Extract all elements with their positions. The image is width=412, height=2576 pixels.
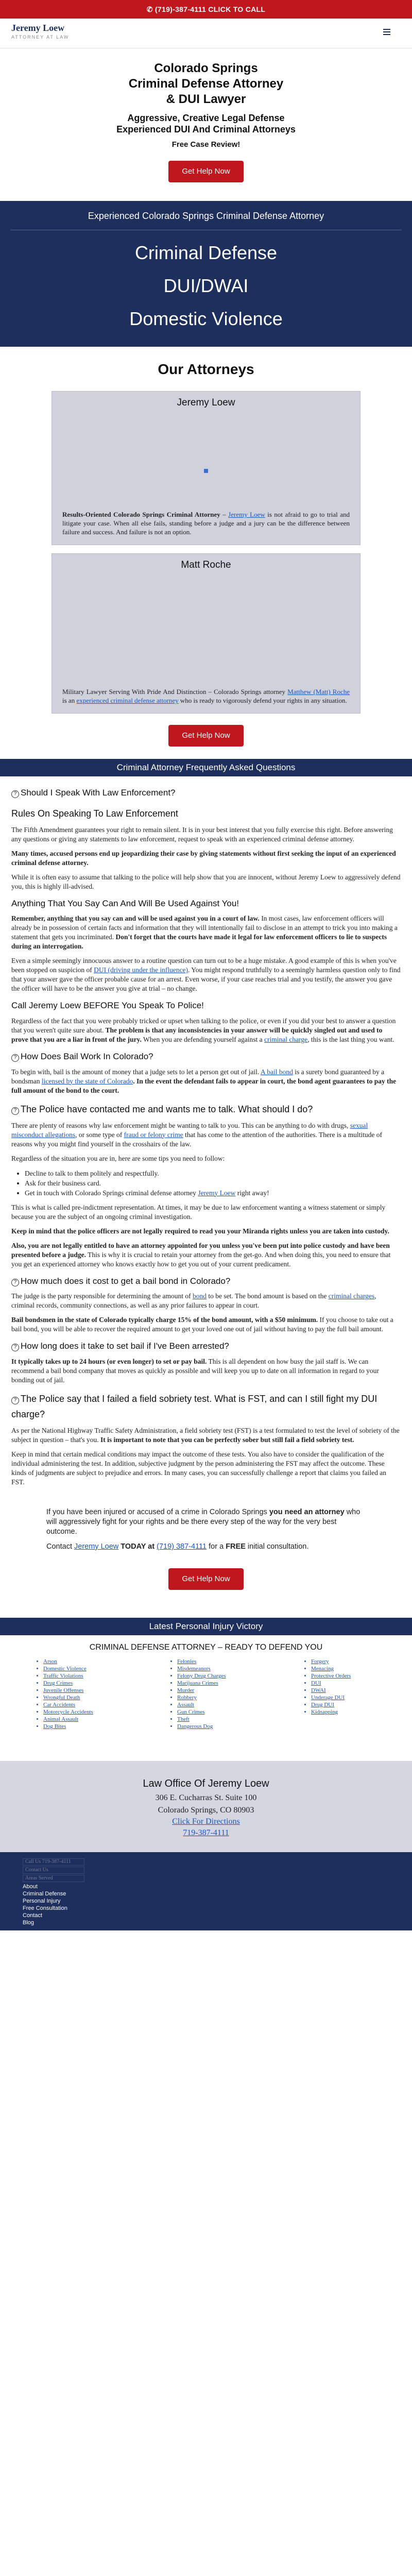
question-icon: ? bbox=[11, 1107, 19, 1115]
practice-link[interactable]: Dangerous Dog bbox=[177, 1723, 213, 1730]
practice-list-item[interactable] bbox=[43, 1665, 165, 1672]
faq-question-text: How Does Bail Work In Colorado? bbox=[21, 1051, 153, 1061]
practice-title: Experienced Colorado Springs Criminal Defense Attorney bbox=[10, 209, 402, 230]
practice-link[interactable]: Animal Assault bbox=[43, 1716, 79, 1722]
fraud-felony-link[interactable]: fraud or felony crime bbox=[124, 1130, 183, 1139]
office-city: Colorado Springs, CO 80903 bbox=[158, 1805, 254, 1815]
text: Regardless of the fact that you were probably tricked or upset when talking to the police, or even if you did your best to answer a question that you weren't quite sure about. bbox=[11, 1016, 396, 1034]
practice-list-item[interactable] bbox=[43, 1658, 165, 1665]
practice-list-item[interactable] bbox=[311, 1672, 351, 1680]
attorney-name: Jeremy Loew bbox=[177, 397, 235, 409]
faq-question-text: How much does it cost to get a bail bond in Colorado? bbox=[21, 1276, 231, 1286]
practice-link[interactable]: Felonies bbox=[177, 1658, 197, 1665]
practice-link[interactable]: Juvenile Offenses bbox=[43, 1687, 84, 1693]
list-item: • Ask for their business card. bbox=[25, 1178, 401, 1188]
cta-paragraph bbox=[46, 1542, 366, 1552]
list-item bbox=[25, 1188, 401, 1198]
practice-list-item[interactable] bbox=[43, 1687, 165, 1694]
hero-subtitle bbox=[10, 112, 402, 135]
text: When you are defending yourself against a bbox=[141, 1035, 265, 1043]
hero-title bbox=[10, 61, 402, 107]
practice-link[interactable]: Domestic Violence bbox=[43, 1665, 87, 1672]
site-footer bbox=[0, 1852, 412, 1930]
bold-text: The problem is that any inconsistencies in your answer will be quickly singled out and used to prove that you are a liar in front of the jury. bbox=[11, 1026, 383, 1043]
practice-link[interactable]: Misdemeanors bbox=[177, 1665, 211, 1672]
paragraph bbox=[11, 1426, 401, 1445]
practice-list-col2 bbox=[170, 1658, 299, 1730]
paragraph bbox=[11, 956, 401, 993]
practice-list-item[interactable] bbox=[177, 1723, 299, 1730]
hero-subtitle-line1: Aggressive, Creative Legal Defense bbox=[127, 113, 285, 123]
practice-link[interactable]: Wrongful Death bbox=[43, 1694, 80, 1701]
paragraph: This is what is called pre-indictment representation. At times, it may be due to law enforcement wanting a witness statement or simply because you are the subject of an ongoing criminal investigation. bbox=[11, 1203, 386, 1221]
practice-lists-heading: CRIMINAL DEFENSE ATTORNEY – READY TO DEFEND YOU bbox=[89, 1642, 323, 1652]
bio-text: is an bbox=[62, 697, 77, 705]
practice-link[interactable]: Felony Drug Charges bbox=[177, 1672, 226, 1679]
text: The judge is the party responsible for determining the amount of bbox=[11, 1292, 193, 1300]
text: If you have been injured or accused of a crime in Colorado Springs bbox=[46, 1507, 269, 1516]
paragraph: The Fifth Amendment guarantees your right to remain silent. It is in your best interest that you fully exercise this right. Before answering any questions or giving any statements to law enforcement, request to speak with an experienced criminal defense attorney. bbox=[11, 825, 393, 843]
office-phone-link[interactable]: 719-387-4111 bbox=[183, 1828, 229, 1837]
practice-link[interactable]: Traffic Violations bbox=[43, 1672, 83, 1679]
sexual-misconduct-link[interactable]: sexual misconduct allegations bbox=[11, 1121, 368, 1139]
question-icon: ? bbox=[11, 790, 19, 798]
practice-list-item[interactable] bbox=[43, 1723, 165, 1730]
text: , criminal records, community connections, as well as any prior failures to appear in court. bbox=[11, 1292, 376, 1310]
question-icon: ? bbox=[11, 1344, 19, 1351]
practice-link[interactable]: Dog Bites bbox=[43, 1723, 66, 1730]
attorney-name: Matt Roche bbox=[181, 559, 231, 570]
bold-text: . In the event the defendant fails to appear in court, the bond agent guarantees to pay the full amount of the bond to the court. bbox=[11, 1077, 397, 1094]
practice-list-item[interactable] bbox=[311, 1701, 335, 1708]
practice-area-domestic-violence[interactable]: Domestic Violence bbox=[129, 308, 283, 329]
practice-list-item[interactable] bbox=[43, 1708, 165, 1716]
text: . You might respond truthfully to a seemingly harmless question only to find that your answer gave the officer probable cause for an arrest. Even worse, if your case reaches trial and you testify, the answer you gave the officer will have to be the answer you give at trial – no change. bbox=[11, 966, 401, 993]
attorneys-get-help-button[interactable]: Get Help Now bbox=[168, 725, 243, 747]
criminal-charges-link[interactable]: criminal charges bbox=[328, 1292, 375, 1300]
attorney-photo bbox=[62, 574, 350, 687]
practice-link[interactable]: Drug DUI bbox=[311, 1701, 334, 1708]
practice-list-item[interactable] bbox=[177, 1701, 299, 1708]
practice-link[interactable]: Murder bbox=[177, 1687, 194, 1693]
text: To begin with, bail is the amount of money that a judge sets to let a person get out of jail. bbox=[11, 1067, 261, 1076]
practice-link[interactable]: Gun Crimes bbox=[177, 1708, 205, 1715]
practice-link[interactable]: Robbery bbox=[177, 1694, 197, 1701]
text: This is all dependent on how busy the jail staff is. We can recommend a bail bond company that moves as quickly as possible and will keep you up to date on all information in regard to your bonding out of jail. bbox=[11, 1357, 379, 1384]
text: There are plenty of reasons why law enforcement might be wanting to talk to you. This can be anything to do with drugs, bbox=[11, 1121, 350, 1129]
practice-link[interactable]: DWAI bbox=[311, 1687, 326, 1693]
bold-text: Also, you are not legally entitled to have an attorney appointed for you unless you've been put into police custody and have been presented before a judge. bbox=[11, 1241, 390, 1259]
faq-content bbox=[0, 776, 412, 1500]
bold-text: Bail bondsmen in the state of Colorado typically charge 15% of the bond amount, with a $50 minimum. bbox=[11, 1316, 318, 1324]
image-placeholder-icon bbox=[204, 469, 208, 473]
practice-list-item[interactable] bbox=[177, 1694, 299, 1701]
directions-link[interactable]: Click For Directions bbox=[172, 1817, 240, 1826]
footer-link-criminal-defense[interactable]: Criminal Defense bbox=[23, 1890, 66, 1897]
practice-list-item[interactable] bbox=[311, 1708, 338, 1716]
practice-link[interactable]: Car Accidents bbox=[43, 1701, 76, 1708]
practice-list-item[interactable] bbox=[177, 1687, 299, 1694]
hero-section bbox=[0, 48, 412, 201]
site-header bbox=[0, 19, 412, 48]
attorney-photo bbox=[62, 412, 350, 510]
paragraph bbox=[11, 914, 401, 951]
question-icon: ? bbox=[11, 1279, 19, 1286]
jeremy-link[interactable]: Jeremy Loew bbox=[198, 1189, 236, 1197]
practice-link[interactable]: Motorcycle Accidents bbox=[43, 1708, 93, 1715]
criminal-charge-link[interactable]: criminal charge bbox=[264, 1035, 308, 1043]
paragraph: Regardless of the situation you are in, here are some tips you need to follow: bbox=[11, 1154, 225, 1162]
attorney-card-matt bbox=[52, 553, 360, 714]
practice-list-item[interactable] bbox=[311, 1658, 335, 1665]
bold-text: Keep in mind that the police officers are not legally required to read you your Miranda rights unless you are taken into custody. bbox=[11, 1227, 389, 1235]
faq-question-text: Should I Speak With Law Enforcement? bbox=[21, 788, 176, 798]
matt-link[interactable]: Matthew (Matt) Roche bbox=[287, 688, 350, 696]
practice-list-item[interactable] bbox=[43, 1701, 165, 1708]
bold-text: Don't forget that the courts have made it legal for law enforcement officers to lie to suspects during an interrogation. bbox=[11, 933, 387, 951]
paragraph: While it is often easy to assume that talking to the police will help show that you are innocent, without Jeremy Loew to aggressively defend you, this is highly ill-advised. bbox=[11, 873, 401, 890]
text: As per the National Highway Traffic Safety Administration, a field sobriety test (FST) is a test formulated to test the level of sobriety of the subject in question – that's you. bbox=[11, 1426, 400, 1444]
bio-text: who is ready to vigorously defend your rights in any situation. bbox=[178, 697, 347, 705]
practice-link[interactable]: Theft bbox=[177, 1716, 190, 1722]
practice-link[interactable]: Arson bbox=[43, 1658, 57, 1665]
footer-nav bbox=[23, 1883, 389, 1926]
attorneys-heading: Our Attorneys bbox=[158, 361, 254, 377]
practice-area-dui-dwai[interactable]: DUI/DWAI bbox=[163, 275, 249, 296]
practice-list-item[interactable] bbox=[177, 1716, 299, 1723]
contact-cta-section bbox=[0, 1500, 412, 1602]
practice-list-item[interactable] bbox=[311, 1680, 335, 1687]
practice-link[interactable]: Forgery bbox=[311, 1658, 329, 1665]
practice-list-col1 bbox=[36, 1658, 165, 1730]
section-heading: Rules On Speaking To Law Enforcement bbox=[11, 808, 178, 819]
text: for a bbox=[207, 1542, 226, 1551]
practice-area-criminal-defense[interactable]: Criminal Defense bbox=[134, 242, 278, 263]
jeremy-link[interactable]: Jeremy Loew bbox=[74, 1542, 119, 1551]
faq-question-text: The Police say that I failed a field sobriety test. What is FST, and can I still fight my DUI charge? bbox=[11, 1393, 377, 1419]
bold-text: It typically takes up to 24 hours (or even longer) to set or pay bail. bbox=[11, 1357, 207, 1365]
phone-link[interactable]: (719) 387-4111 bbox=[157, 1542, 207, 1551]
footer-contact-button[interactable]: Contact Us bbox=[23, 1867, 84, 1874]
faq-question bbox=[11, 1340, 401, 1353]
paragraph bbox=[11, 1357, 401, 1385]
office-info bbox=[0, 1761, 412, 1852]
text: to be set. The bond amount is based on the bbox=[207, 1292, 329, 1300]
practice-list-item[interactable] bbox=[177, 1665, 299, 1672]
cta-paragraph bbox=[46, 1507, 366, 1537]
text: In most cases, law enforcement officers will already be in possession of certain facts and information that they will intentionally fail to disclose in an attempt to trick you into making a statement that gets you incriminated. bbox=[11, 914, 398, 941]
practice-list-item[interactable] bbox=[43, 1672, 165, 1680]
bail-bond-link[interactable]: A bail bond bbox=[260, 1067, 293, 1076]
text: Even a simple seemingly innocuous answer to a routine question can turn out to be a huge mistake. A good example of this is when you've been stopped on suspicion of bbox=[11, 957, 397, 974]
section-heading: Call Jeremy Loew BEFORE You Speak To Police! bbox=[11, 1001, 204, 1011]
hero-title-line3: & DUI Lawyer bbox=[166, 92, 246, 106]
footer-link-free-consultation[interactable]: Free Consultation bbox=[23, 1905, 67, 1911]
practice-list-item[interactable] bbox=[43, 1680, 165, 1687]
practice-link[interactable]: Protective Orders bbox=[311, 1672, 351, 1679]
text: , this is the last thing you want. bbox=[307, 1035, 394, 1043]
attorneys-section bbox=[0, 347, 412, 756]
practice-link[interactable]: Marijuana Crimes bbox=[177, 1680, 218, 1686]
practice-lists-section bbox=[0, 1635, 412, 1740]
bio-dash: – bbox=[220, 510, 229, 518]
faq-question bbox=[11, 1391, 401, 1422]
attorney-bio bbox=[62, 687, 350, 705]
paragraph bbox=[11, 1315, 401, 1334]
footer-link-personal-injury[interactable]: Personal Injury bbox=[23, 1897, 61, 1904]
paragraph bbox=[11, 1227, 401, 1236]
attorney-card-jeremy bbox=[52, 391, 360, 545]
faq-question bbox=[11, 1101, 401, 1117]
site-logo[interactable] bbox=[11, 23, 89, 44]
paragraph bbox=[11, 849, 401, 868]
bio-lead: Results-Oriented Colorado Springs Criminal Attorney bbox=[62, 510, 220, 518]
bold-text: Remember, anything that you say can and will be used against you in a court of law. bbox=[11, 914, 260, 923]
text: Contact bbox=[46, 1542, 74, 1551]
personal-injury-bar: Latest Personal Injury Victory bbox=[0, 1618, 412, 1635]
paragraph bbox=[11, 1241, 401, 1269]
logo-name: Jeremy Loew bbox=[11, 23, 65, 33]
practice-columns bbox=[5, 1658, 407, 1730]
paragraph bbox=[11, 1067, 401, 1095]
licensed-link[interactable]: licensed by the state of Colorado bbox=[41, 1077, 133, 1085]
click-to-call-text[interactable]: ✆ (719)-387-4111 CLICK TO CALL bbox=[146, 5, 266, 13]
text: right away! bbox=[235, 1189, 269, 1197]
text: , or some type of bbox=[75, 1130, 124, 1139]
footer-link-about[interactable]: About bbox=[23, 1883, 38, 1890]
footer-link-blog[interactable]: Blog bbox=[23, 1919, 35, 1926]
text: who will aggressively fight for your rights and be there every step of the way for the very best outcome. bbox=[46, 1507, 360, 1536]
text: If you choose to take out a bail bond, you will be able to recover the required amount to get your loved one out of jail without having to pay the full bail amount. bbox=[11, 1316, 393, 1333]
faq-question bbox=[11, 1275, 401, 1288]
bold-text: Many times, accused persons end up jeopardizing their case by giving statements without first seeking the input of an experienced criminal defense attorney. bbox=[11, 849, 396, 867]
text: Get in touch with Colorado Springs criminal defense attorney bbox=[25, 1189, 198, 1197]
footer-call-button[interactable]: Call Us 719-387-4111 bbox=[23, 1858, 84, 1866]
bold-text: It is important to note that you can be perfectly sober but still fail a field sobriety test. bbox=[98, 1435, 354, 1444]
practice-list-item[interactable] bbox=[177, 1708, 299, 1716]
free-review-text: Free Case Review! bbox=[171, 140, 241, 149]
list-item: • Decline to talk to them politely and respectfully. bbox=[25, 1168, 401, 1178]
practice-link[interactable]: Kidnapping bbox=[311, 1708, 338, 1715]
bold-text: FREE bbox=[226, 1542, 246, 1551]
logo-tagline: ATTORNEY AT LAW bbox=[11, 35, 70, 40]
question-icon: ? bbox=[11, 1054, 19, 1062]
text: is a surety bond guaranteed by a bondsman bbox=[11, 1067, 385, 1085]
hero-title-line1: Colorado Springs bbox=[154, 61, 258, 75]
tips-list bbox=[25, 1168, 401, 1198]
practice-list-col3 bbox=[304, 1658, 351, 1730]
dui-link[interactable]: DUI (driving under the influence) bbox=[94, 966, 188, 974]
practice-link[interactable]: Assault bbox=[177, 1701, 194, 1708]
cta-get-help-button[interactable]: Get Help Now bbox=[168, 1568, 243, 1590]
jeremy-link[interactable]: Jeremy Loew bbox=[228, 510, 265, 518]
practice-list-item[interactable] bbox=[311, 1665, 335, 1672]
footer-link-contact[interactable]: Contact bbox=[23, 1912, 42, 1919]
practice-list-item[interactable] bbox=[177, 1680, 299, 1687]
practice-list-item[interactable] bbox=[177, 1658, 299, 1665]
text: initial consultation. bbox=[245, 1542, 309, 1551]
paragraph bbox=[11, 1292, 401, 1310]
practice-list-item[interactable] bbox=[311, 1694, 345, 1701]
practice-link[interactable]: Drug Crimes bbox=[43, 1680, 73, 1686]
section-heading: Anything That You Say Can And Will Be Used Against You! bbox=[11, 898, 239, 908]
practice-link[interactable]: Menacing bbox=[311, 1665, 334, 1672]
hero-get-help-button[interactable]: Get Help Now bbox=[168, 161, 243, 182]
text: This is why it is crucial to retain your attorney from the get-go. And when doing this, you need to ensure that you get an experienced attorney who knows exactly how to get you out of your current predicament. bbox=[11, 1250, 391, 1268]
paragraph bbox=[11, 1016, 401, 1044]
practice-list-item[interactable] bbox=[43, 1694, 165, 1701]
faq-question-text: The Police have contacted me and wants me to talk. What should I do? bbox=[21, 1104, 313, 1114]
attorney-bio bbox=[62, 510, 350, 536]
office-street: 306 E. Cucharras St. Suite 100 bbox=[155, 1793, 257, 1802]
practice-areas-section bbox=[0, 201, 412, 347]
bio-text: is not afraid to go to trial and litigate your case. When all else fails, standing before a judge and a jury can be the difference between failure and success. And failure is not an option. bbox=[62, 510, 350, 536]
practice-list-item[interactable] bbox=[311, 1687, 335, 1694]
office-name: Law Office Of Jeremy Loew bbox=[143, 1777, 269, 1789]
bold-text: you need an attorney bbox=[269, 1507, 345, 1516]
faq-question bbox=[11, 1050, 401, 1063]
hamburger-icon[interactable] bbox=[383, 29, 390, 35]
paragraph bbox=[11, 1121, 401, 1149]
paragraph: Keep in mind that certain medical conditions may impact the outcome of these tests. You also have to consider the qualification of the individual administering the test. In addition, subjective judgment by the person administering the FST may affect the outcome. These kinds of judgments are subject to prejudice and errors. In many cases, you can successfully challenge a report that claims you failed an FST. bbox=[11, 1450, 387, 1486]
bond-link[interactable]: bond bbox=[193, 1292, 207, 1300]
footer-areas-button[interactable]: Areas Served bbox=[23, 1875, 84, 1882]
text: that has come to the attention of the authorities. There is a multitude of reasons why you might find yourself in the crosshairs of the law. bbox=[11, 1130, 382, 1148]
practice-link[interactable]: DUI bbox=[311, 1680, 321, 1686]
faq-question-text: How long does it take to set bail if I've Been arrested? bbox=[21, 1341, 229, 1351]
practice-list-item[interactable] bbox=[177, 1672, 299, 1680]
question-icon: ? bbox=[11, 1397, 19, 1404]
bold-text: TODAY at bbox=[118, 1542, 157, 1551]
hero-subtitle-line2: Experienced DUI And Criminal Attorneys bbox=[116, 124, 296, 134]
hero-title-line2: Criminal Defense Attorney bbox=[128, 77, 284, 91]
practice-list-item[interactable] bbox=[43, 1716, 165, 1723]
experienced-attorney-link[interactable]: experienced criminal defense attorney bbox=[76, 697, 179, 705]
click-to-call-bar[interactable] bbox=[0, 0, 412, 19]
faq-question bbox=[11, 787, 401, 800]
faq-header-bar: Criminal Attorney Frequently Asked Questions bbox=[0, 759, 412, 776]
bio-text: Military Lawyer Serving With Pride And Distinction – Colorado Springs attorney bbox=[62, 688, 288, 696]
practice-link[interactable]: Underage DUI bbox=[311, 1694, 345, 1701]
